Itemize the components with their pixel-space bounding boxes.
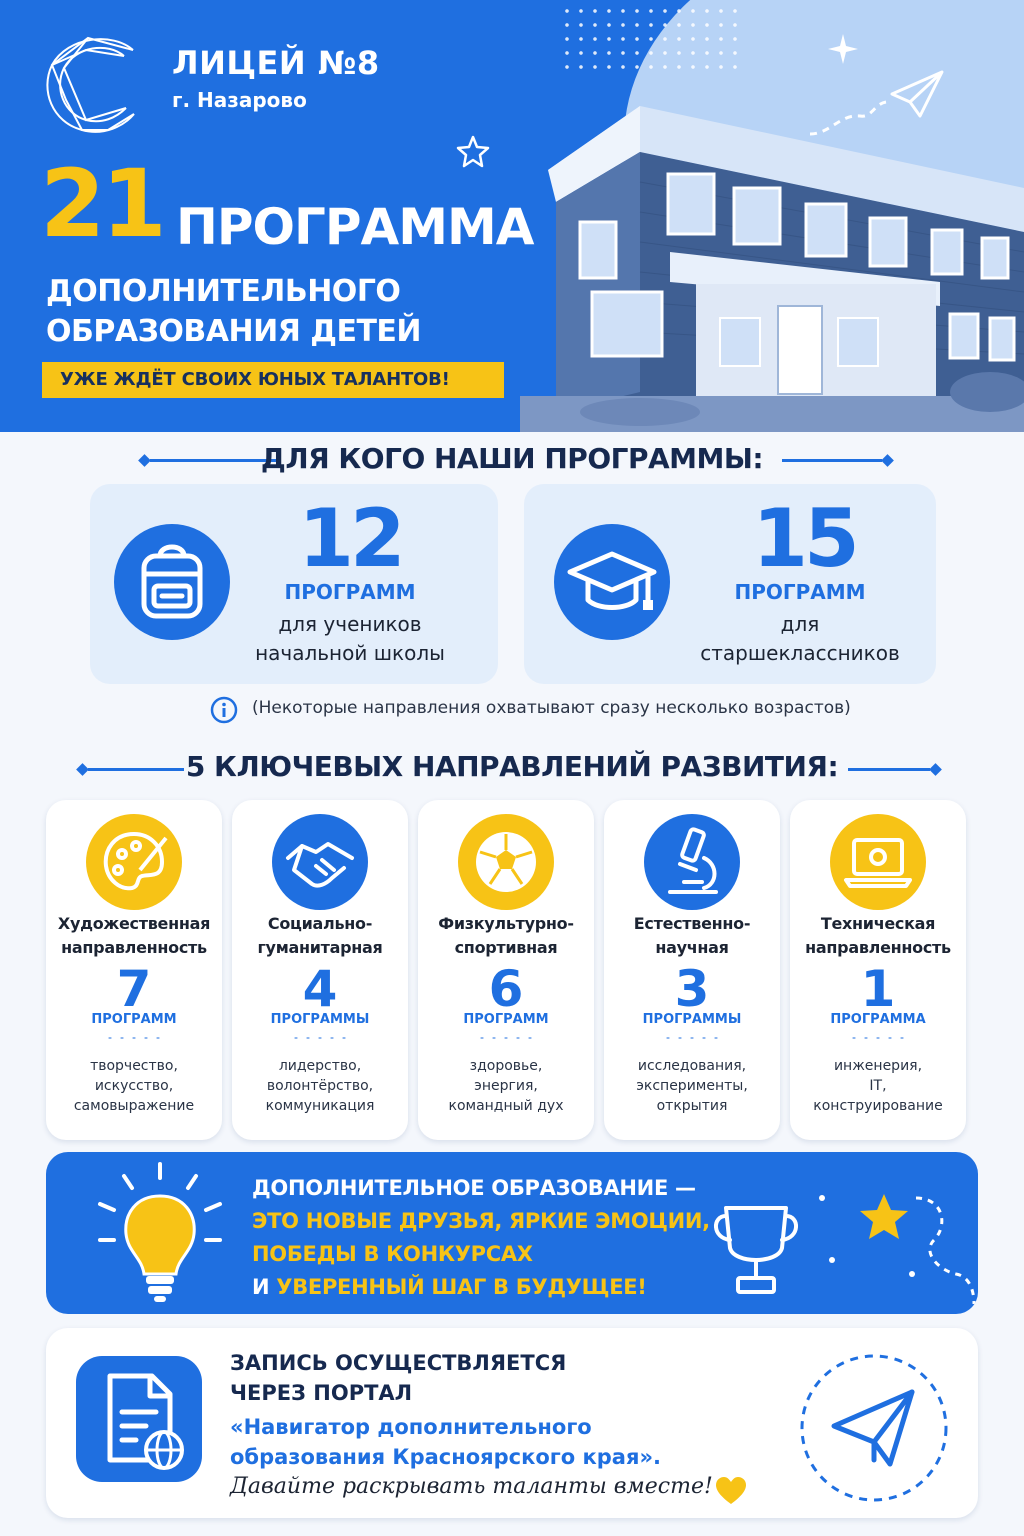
direction-description-line: исследования, <box>637 1058 747 1074</box>
direction-description-line: коммуникация <box>265 1098 375 1114</box>
direction-description-line: IT, <box>869 1078 887 1094</box>
direction-title-line: Техническая <box>820 914 936 933</box>
microscope-icon <box>644 814 740 910</box>
slogan: Давайте раскрывать таланты вместе! <box>230 1474 713 1499</box>
direction-title-line: направленность <box>61 938 207 957</box>
dots-divider <box>104 1036 164 1040</box>
lyceum-logo-icon <box>38 30 148 140</box>
audience-description-line: для учеников <box>278 612 422 636</box>
direction-description <box>790 1056 966 1116</box>
direction-count: 7 <box>116 960 152 1018</box>
promo-line <box>252 1271 710 1304</box>
laptop-icon <box>830 814 926 910</box>
direction-count: 3 <box>674 960 710 1018</box>
audience-unit: ПРОГРАММ <box>734 580 866 604</box>
direction-unit: ПРОГРАММ <box>463 1012 549 1027</box>
direction-count: 4 <box>302 960 338 1018</box>
direction-description-line: эксперименты, <box>636 1078 748 1094</box>
promo-line-part: УВЕРЕННЫЙ ШАГ В БУДУЩЕЕ! <box>276 1275 647 1299</box>
direction-description-line: самовыражение <box>73 1098 195 1114</box>
palette-icon <box>86 814 182 910</box>
document-globe-icon <box>76 1356 202 1482</box>
audience-card-senior <box>524 484 936 684</box>
programs-word: ПРОГРАММА <box>176 198 534 256</box>
audience-count: 15 <box>752 492 856 585</box>
promo-banner <box>46 1152 978 1314</box>
dots-divider <box>662 1036 722 1040</box>
direction-title-line: Художественная <box>57 914 211 933</box>
dots-divider <box>476 1036 536 1040</box>
hero-subtitle-line: ДОПОЛНИТЕЛЬНОГО <box>46 274 401 309</box>
paper-plane-circle-icon <box>794 1348 954 1508</box>
direction-title-line: Физкультурно- <box>438 914 574 933</box>
direction-unit: ПРОГРАММЫ <box>270 1012 370 1027</box>
direction-title-line: гуманитарная <box>257 938 383 957</box>
registration-heading <box>230 1348 566 1408</box>
direction-description-line: открытия <box>656 1098 728 1114</box>
direction-description-line: здоровье, <box>469 1058 543 1074</box>
direction-card-science <box>604 800 780 1140</box>
direction-description <box>232 1056 408 1116</box>
info-icon <box>210 696 238 724</box>
promo-line: ДОПОЛНИТЕЛЬНОЕ ОБРАЗОВАНИЕ — <box>252 1176 696 1200</box>
trophy-icon <box>712 1178 978 1308</box>
lightbulb-icon <box>70 1156 240 1312</box>
direction-title <box>604 912 780 960</box>
direction-description-line: волонтёрство, <box>266 1078 374 1094</box>
decor-line <box>782 459 882 462</box>
direction-description-line: творчество, <box>90 1058 178 1074</box>
direction-unit: ПРОГРАММЫ <box>642 1012 742 1027</box>
promo-text <box>252 1172 710 1304</box>
age-note: (Некоторые направления охватывают сразу несколько возрастов) <box>252 698 851 718</box>
audience-card-primary <box>90 484 498 684</box>
direction-title-line: спортивная <box>454 938 558 957</box>
dots-divider <box>290 1036 350 1040</box>
audience-description <box>230 610 470 668</box>
hero-banner: УЖЕ ЖДЁТ СВОИХ ЮНЫХ ТАЛАНТОВ! <box>42 362 504 398</box>
direction-unit: ПРОГРАММ <box>91 1012 177 1027</box>
audience-description-line: для <box>780 612 820 636</box>
star-outline-icon <box>455 134 491 170</box>
direction-title <box>46 912 222 960</box>
direction-title-line: Социально- <box>267 914 373 933</box>
direction-title-line: направленность <box>805 938 951 957</box>
direction-description-line: энергия, <box>474 1078 538 1094</box>
direction-description-line: инженерия, <box>833 1058 923 1074</box>
direction-description-line: командный дух <box>448 1098 564 1114</box>
school-name: ЛИЦЕЙ №8 <box>172 44 380 82</box>
programs-count: 21 <box>40 150 163 259</box>
direction-description <box>604 1056 780 1116</box>
direction-description-line: лидерство, <box>278 1058 362 1074</box>
decor-line <box>848 768 930 771</box>
direction-card-social <box>232 800 408 1140</box>
school-building-image <box>520 92 1024 432</box>
audience-title: ДЛЯ КОГО НАШИ ПРОГРАММЫ: <box>260 442 764 475</box>
direction-description-line: искусство, <box>94 1078 174 1094</box>
portal-name-line: образования Красноярского края». <box>230 1445 661 1469</box>
hero-dot-pattern <box>560 4 740 70</box>
direction-description-line: конструирование <box>813 1098 943 1114</box>
sparkle-icon <box>826 32 860 66</box>
backpack-icon <box>114 524 230 640</box>
directions-title: 5 КЛЮЧЕВЫХ НАПРАВЛЕНИЙ РАЗВИТИЯ: <box>185 750 839 783</box>
direction-title-line: Естественно- <box>633 914 751 933</box>
registration-heading-line: ЗАПИСЬ ОСУЩЕСТВЛЯЕТСЯ <box>230 1351 567 1375</box>
audience-description-line: начальной школы <box>255 641 445 665</box>
direction-title <box>790 912 966 960</box>
direction-count: 1 <box>860 960 896 1018</box>
heart-icon <box>714 1476 748 1506</box>
hero-subtitle <box>46 272 516 352</box>
hero-subtitle-line: ОБРАЗОВАНИЯ ДЕТЕЙ <box>46 314 422 349</box>
audience-count: 12 <box>298 492 402 585</box>
handshake-icon <box>272 814 368 910</box>
school-city: г. Назарово <box>172 88 307 112</box>
registration-heading-line: ЧЕРЕЗ ПОРТАЛ <box>230 1381 413 1405</box>
audience-unit: ПРОГРАММ <box>284 580 416 604</box>
promo-line: ПОБЕДЫ В КОНКУРСАХ <box>252 1242 533 1266</box>
direction-count: 6 <box>488 960 524 1018</box>
direction-card-sport <box>418 800 594 1140</box>
direction-unit: ПРОГРАММА <box>830 1012 926 1027</box>
audience-description-line: старшеклассников <box>700 641 900 665</box>
dots-divider <box>848 1036 908 1040</box>
promo-line: ЭТО НОВЫЕ ДРУЗЬЯ, ЯРКИЕ ЭМОЦИИ, <box>252 1209 710 1233</box>
direction-description <box>46 1056 222 1116</box>
graduation-cap-icon <box>554 524 670 640</box>
audience-description <box>680 610 920 668</box>
direction-title <box>418 912 594 960</box>
portal-name <box>230 1412 661 1472</box>
soccer-ball-icon <box>458 814 554 910</box>
hero-header <box>0 0 1024 432</box>
direction-title-line: научная <box>655 938 729 957</box>
promo-line-part: И <box>252 1275 277 1299</box>
direction-card-technical <box>790 800 966 1140</box>
direction-title <box>232 912 408 960</box>
direction-card-art <box>46 800 222 1140</box>
direction-description <box>418 1056 594 1116</box>
registration-card <box>46 1328 978 1518</box>
portal-name-line: «Навигатор дополнительного <box>230 1415 592 1439</box>
